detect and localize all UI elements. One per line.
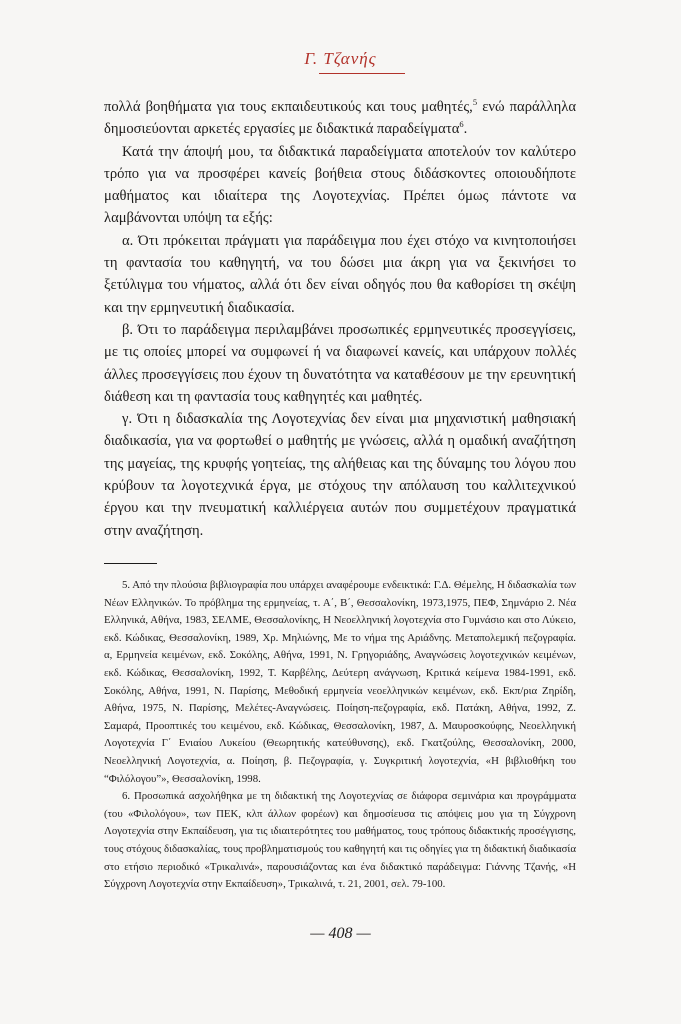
paragraph-opinion: Κατά την άποψή μου, τα διδακτικά παραδείγματα αποτελούν τον καλύτερο τρόπο για να προσφέρει κανείς βοήθεια στους διδάσκοντες οποιουδήποτε μαθήματος και ιδιαίτερα της Λογοτεχνίας. Πρέπει όμως πάντοτε να λαμβάνονται υπόψη τα εξής: [104,143,576,227]
paragraph-text: πολλά βοηθήματα για τους εκπαιδευτικούς και τους μαθητές, [104,99,473,115]
footnote-separator [104,563,157,564]
paragraph-point-b: β. Ότι το παράδειγμα περιλαμβάνει προσωπικές ερμηνευτικές προσεγγίσεις, με τις οποίες μπορεί να συμφωνεί ή να διαφωνεί κανείς, και υπάρχουν πολλές άλλες προσεγγίσεις που έχουν τη δυνατότητα να καταθέσουν με την ερευνητική διάθεση και τη φαντασία τους καθηγητές και μαθητές. [104,321,576,405]
page-number: — 408 — [310,925,371,942]
paragraph-continuation [104,96,576,141]
footnote-ref-5[interactable]: 5 [472,97,478,108]
paragraph-text: ενώ παράλληλα δημοσιεύονται αρκετές εργασίες με διδακτικά παραδείγματα [104,99,577,138]
paragraph-text: . [463,121,468,138]
footnote-6: 6. Προσωπικά ασχολήθηκα με τη διδακτική της Λογοτεχνίας σε διάφορα σεμινάρια και προγράμματα (του «Φιλολόγου», των ΠΕΚ, κλπ άλλων φορέων) και δημοσίευσα τις απόψεις μου για τη Σύγχρονη Λογοτεχνία στην Εκπαίδευση, για τις ιδιαιτερότητες του μαθήματος, τους τρόπους διδακτικής προσέγγισης, τους στόχους διδασκαλίας, τους προβληματισμούς του καθηγητή και τις οδηγίες για τη διδακτική διαδικασία στο ετήσιο περιοδικό «Τρικαλινά», παρουσιάζοντας και ένα διδακτικό παράδειγμα: Γιάννης Τζανής, «Η Σύγχρονη Λογοτεχνία στην Εκπαίδευση», Τρικαλινά, τ. 21, 2001, σελ. 79-100. [104,790,576,891]
footnote-5: 5. Από την πλούσια βιβλιογραφία που υπάρχει αναφέρουμε ενδεικτικά: Γ.Δ. Θέμελης, Η διδασκαλία των Νέων Ελληνικών. Το πρόβλημα της ερμηνείας, τ. Α΄, Β΄, Θεσσαλονίκη, 1973,1975, ΠΕΦ, Σημνάριο 2. Νέα Ελληνικά, Αθήνα, 1983, ΣΕΛΜΕ, Θεσσαλονίκης, Η Νεοελληνική λογοτεχνία στο Γυμνάσιο και στο Λύκειο, εκδ. Κώδικας, Θεσσαλονίκη, 1989, Χρ. Μηλιώνης, Με το νήμα της Αριάδνης. Μεταπολεμική πεζογραφία. α, Ερμηνεία κειμένων, εκδ. Σοκόλης, Αθήνα, 1991, Ν. Γρηγοριάδης, Αναγνώσεις λογοτεχνικών κειμένων, εκδ. Κώδικας, Θεσσαλονίκη, 1992, Τ. Καρβέλης, Δεύτερη ανάγνωση, Κριτικά κείμενα 1984-1991, εκδ. Σοκόλης, Αθήνα, 1991, Ν. Παρίσης, Μεθοδική ερμηνεία νεοελληνικών κειμένων, εκδ. Εκπ/ρια Ζηρίδη, Αθήνα, 1975, Ν. Παρίσης, Μελέτες-Αναγνώσεις. Ποίηση-πεζογραφία, εκδ. Πατάκη, Αθήνα, 1992, Ζ. Σαμαρά, Προοπτικές του κειμένου, εκδ. Κώδικας, Θεσσαλονίκη, 1987, Δ. Μαυροσκούφης, Νεοελληνική Λογοτεχνία Γ΄ Ενιαίου Λυκείου (Θεωρητικής κατεύθυνσης), εκδ. Γκατζούλης, Θεσσαλονίκη, 2000, Νεοελληνική Λογοτεχνία, α. Ποίηση, β. Πεζογραφία, γ. Συγκριτική λογοτεχνία, «Η βιβλιοθήκη του “Φιλόλογου”», Θεσσαλονίκη, 1998. [104,579,576,785]
paragraph-point-a: α. Ότι πρόκειται πράγματι για παράδειγμα που έχει στόχο να κινητοποιήσει τη φαντασία του καθηγητή, να του δώσει μια άκρη για να ξεκινήσει το ξετύλιγμα του νήματος, αλλά ότι δεν είναι οδηγός που θα καθορίσει τη σκέψη και την ερμηνευτική διαδικασία. [104,232,576,316]
paragraph-point-c: γ. Ότι η διδασκαλία της Λογοτεχνίας δεν είναι μια μηχανιστική μαθησιακή διαδικασία, για να φορτωθεί ο μαθητής με γνώσεις, αλλά η ομαδική αναζήτηση της μαγείας, της κρυφής γοητείας, της αλήθειας και της δύναμης του λόγου που κρύβουν τα λογοτεχνικά έργα, με στόχους την απόλαυση του καλλιτεχνικού έργου και την πνευματική καλλιέργεια αυτών που συμμετέχουν πραγματικά στην αναζήτηση. [104,411,576,539]
running-head-underline [319,73,405,74]
running-head: Γ. Τζανής [304,49,377,68]
footnote-ref-6[interactable]: 6 [459,119,464,130]
footnotes [104,577,576,894]
main-text [104,96,576,542]
